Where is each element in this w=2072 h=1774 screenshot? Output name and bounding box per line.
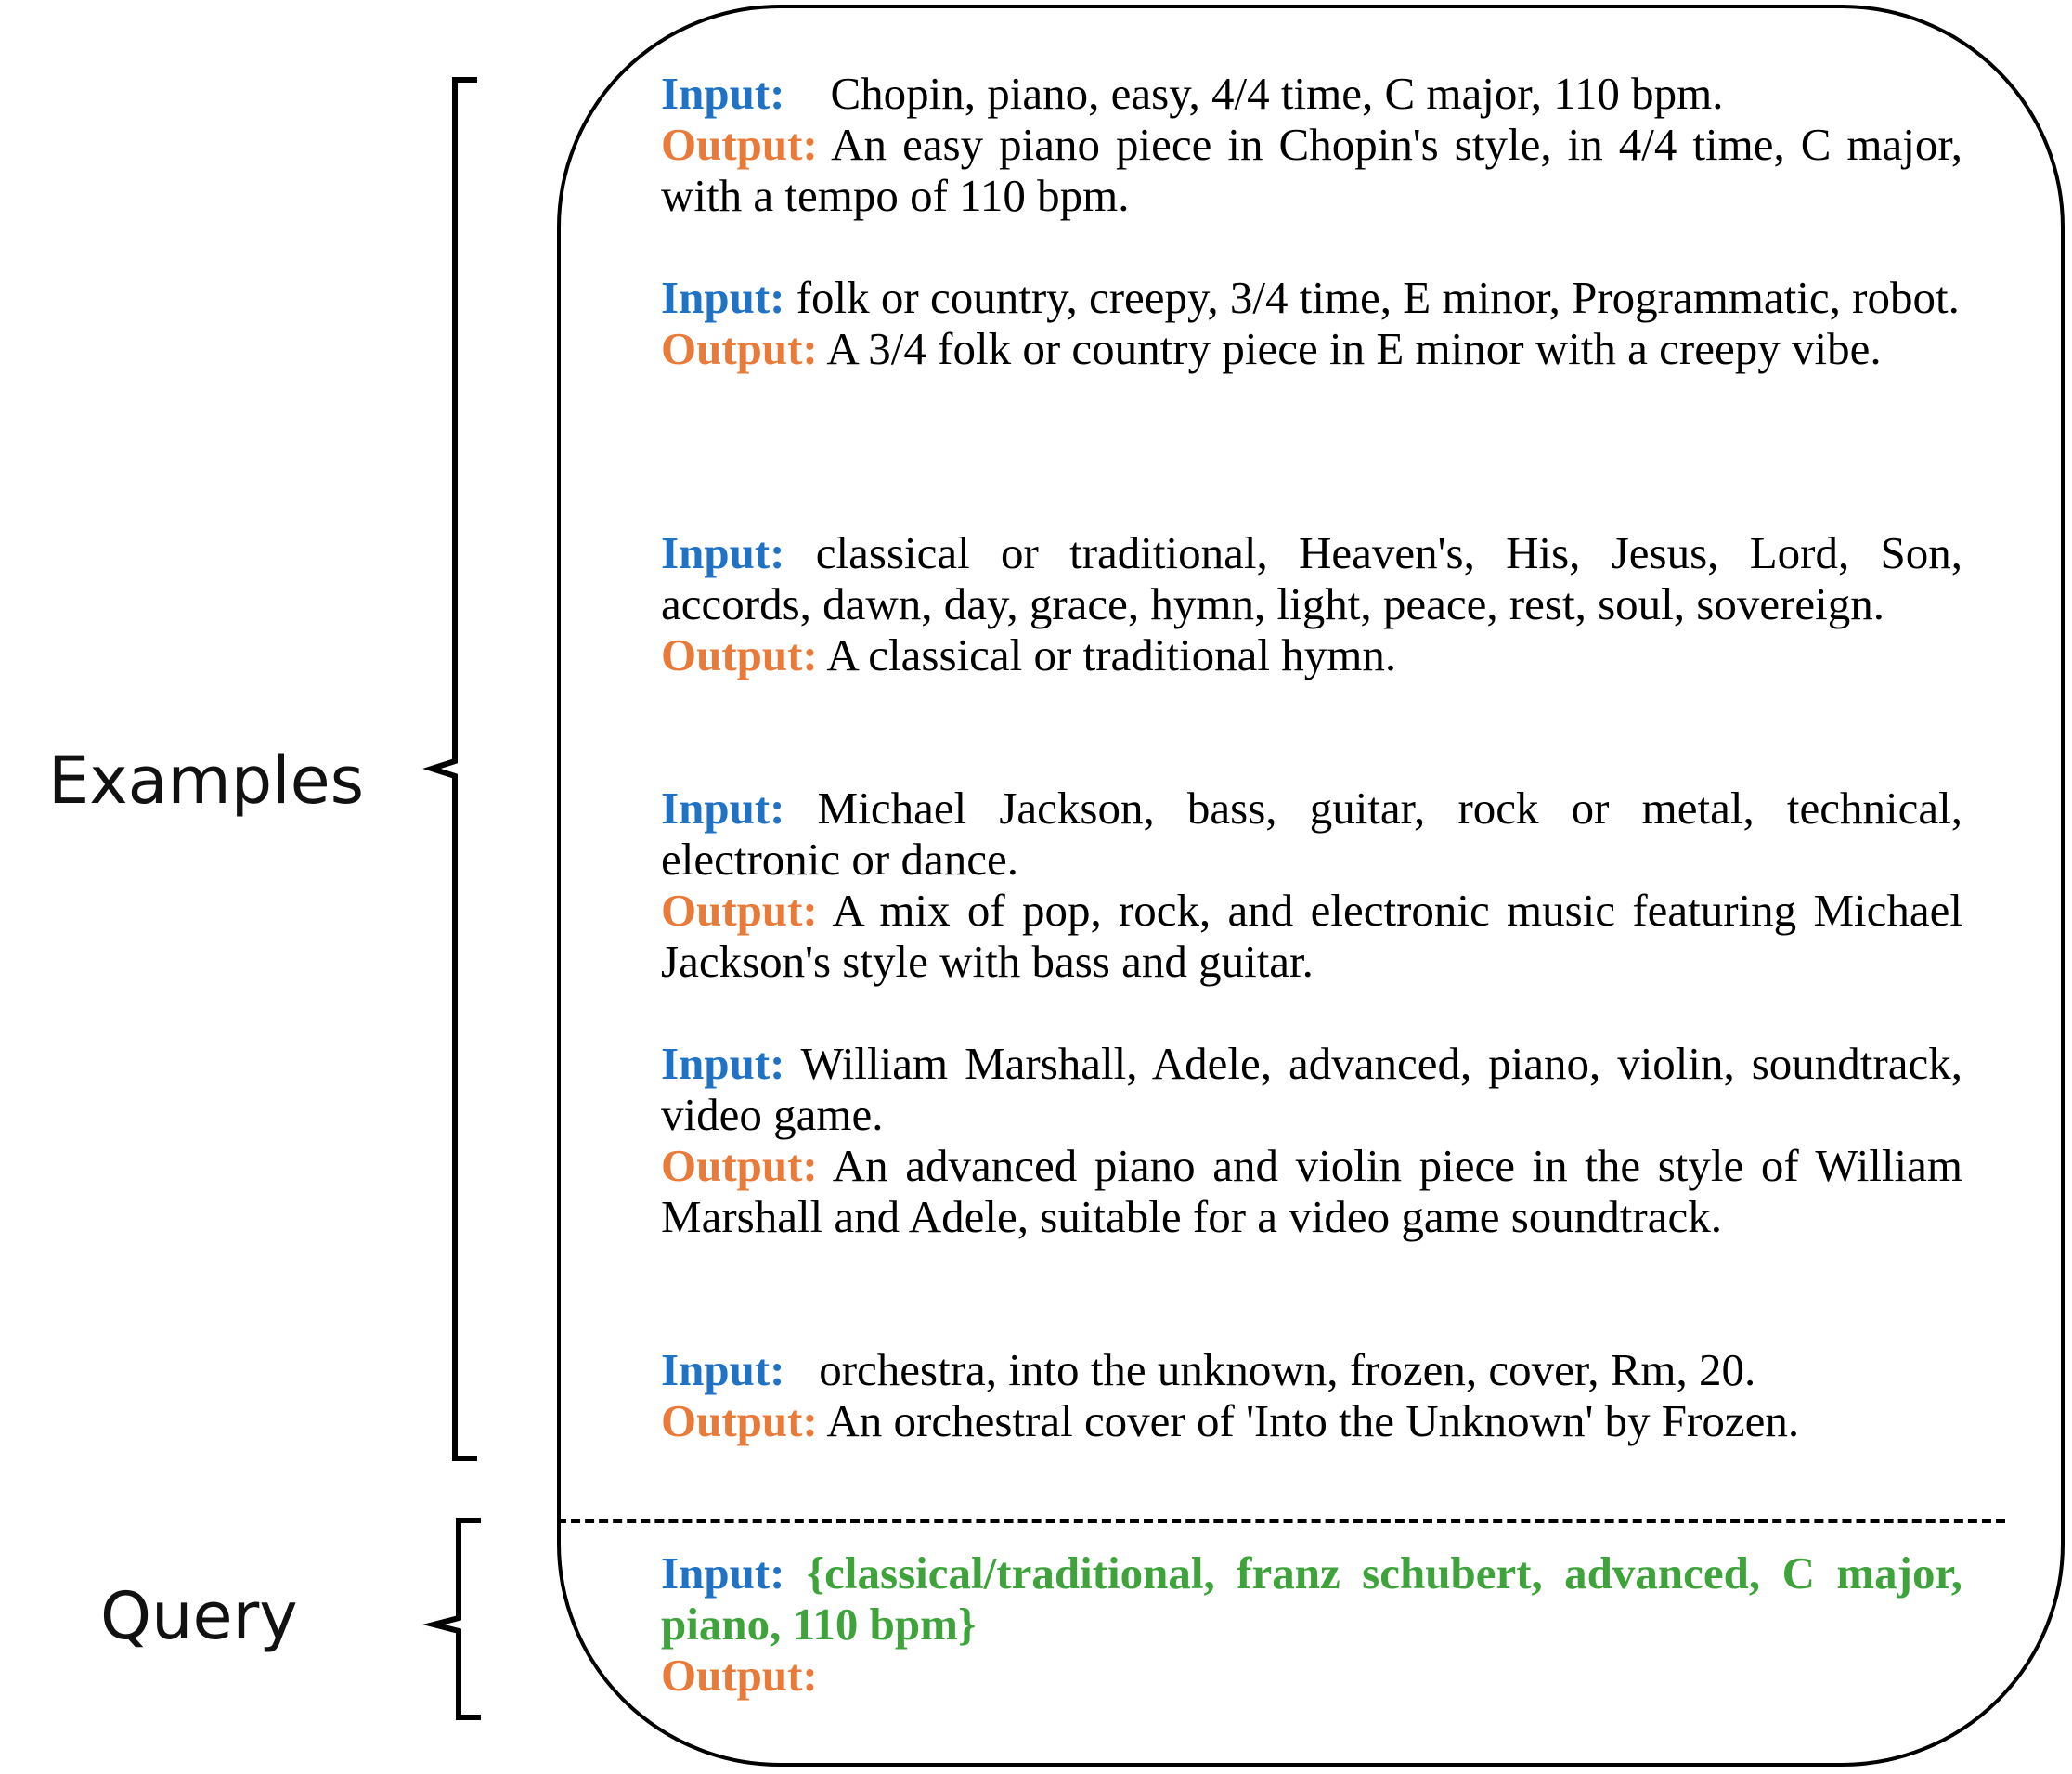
example-input-text: Michael Jackson, bass, guitar, rock or metal, technical, electronic or dance.: [661, 783, 1963, 885]
example-input-line: [661, 527, 1962, 629]
example-input-text: Chopin, piano, easy, 4/4 time, C major, 110 bpm.: [830, 68, 1724, 119]
example-output-text: A classical or traditional hymn.: [826, 629, 1397, 680]
output-tag: Output:: [661, 1395, 818, 1446]
example-input-line: [661, 1038, 1962, 1140]
example-output-text: An easy piano piece in Chopin's style, in 4/4 time, C major, with a tempo of 110 bpm.: [661, 119, 1963, 221]
example-output-line: [661, 1395, 1962, 1446]
query-input-line: [661, 1547, 1962, 1650]
braces: [0, 0, 557, 1774]
example-5: [661, 1038, 1962, 1242]
example-3: [661, 527, 1962, 680]
query-label: Query: [100, 1578, 298, 1654]
input-tag: Input:: [661, 1547, 785, 1599]
example-output-line: [661, 119, 1962, 221]
examples-query-divider: [557, 1519, 2005, 1523]
examples-label: Examples: [48, 743, 365, 819]
example-output-line: [661, 885, 1962, 987]
example-input-line: [661, 272, 1962, 323]
input-tag: Input:: [661, 272, 785, 323]
query-input-text: {classical/traditional, franz schubert, advanced, C major, piano, 110 bpm}: [661, 1547, 1962, 1650]
example-output-line: [661, 629, 1962, 680]
example-1: [661, 68, 1962, 221]
example-output-line: [661, 323, 1962, 374]
examples-brace: [432, 80, 477, 1458]
output-tag: Output:: [661, 323, 818, 374]
example-6: [661, 1344, 1962, 1446]
input-tag: Input:: [661, 783, 785, 834]
input-tag: Input:: [661, 1344, 785, 1395]
input-tag: Input:: [661, 527, 785, 578]
example-input-line: [661, 783, 1962, 885]
example-input-text: orchestra, into the unknown, frozen, cover, Rm, 20.: [819, 1344, 1756, 1395]
example-input-text: folk or country, creepy, 3/4 time, E minor, Programmatic, robot.: [796, 272, 1960, 323]
example-input-line: [661, 1344, 1962, 1395]
example-output-text: An orchestral cover of 'Into the Unknown' by Frozen.: [826, 1395, 1800, 1446]
output-tag: Output:: [661, 119, 818, 170]
output-tag: Output:: [661, 1140, 818, 1191]
example-2: [661, 272, 1962, 374]
example-input-text: William Marshall, Adele, advanced, piano, violin, soundtrack, video game.: [661, 1038, 1962, 1140]
example-output-line: [661, 1140, 1962, 1242]
output-tag: Output:: [661, 1650, 818, 1701]
example-4: [661, 783, 1962, 987]
input-tag: Input:: [661, 68, 785, 119]
example-input-text: classical or traditional, Heaven's, His, Jesus, Lord, Son, accords, dawn, day, grace, hymn, light, peace, rest, soul, sovereign.: [661, 527, 1963, 629]
example-output-text: A 3/4 folk or country piece in E minor with a creepy vibe.: [826, 323, 1882, 374]
output-tag: Output:: [661, 629, 818, 680]
query-output-line: [661, 1650, 1962, 1701]
query-brace: [434, 1521, 481, 1717]
input-tag: Input:: [661, 1038, 785, 1089]
example-output-text: A mix of pop, rock, and electronic music featuring Michael Jackson's style with bass and guitar.: [661, 885, 1962, 987]
example-input-line: [661, 68, 1962, 119]
example-output-text: An advanced piano and violin piece in the style of William Marshall and Adele, suitable for a video game soundtrack.: [661, 1140, 1963, 1242]
query-block: [661, 1547, 1962, 1701]
output-tag: Output:: [661, 885, 818, 936]
